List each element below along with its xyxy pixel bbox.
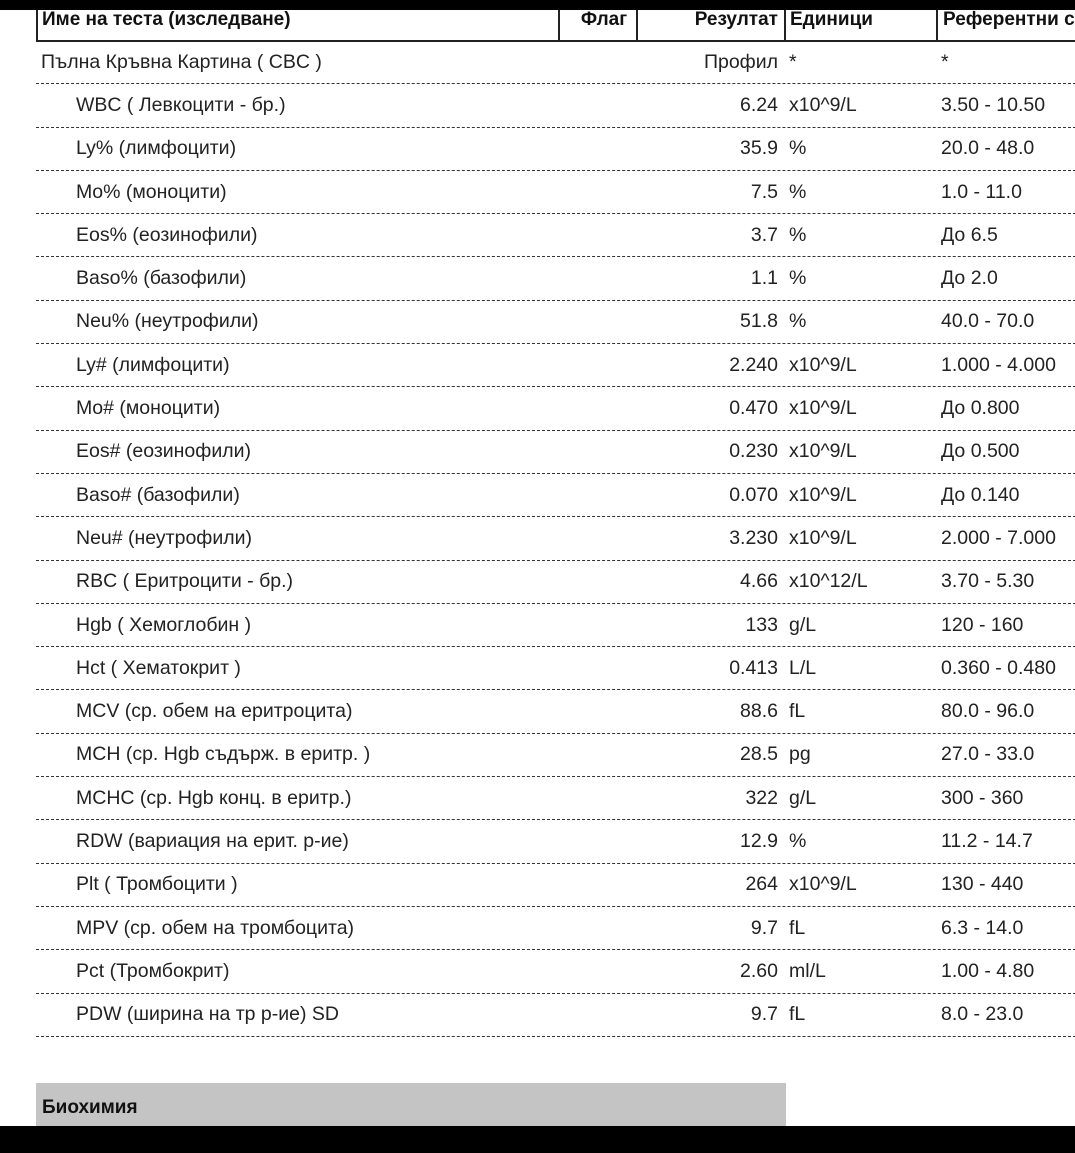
result-value: 0.230: [729, 440, 778, 463]
table-row: [36, 301, 1075, 344]
result-value: 51.8: [740, 310, 778, 333]
reference-range: До 0.140: [941, 483, 1020, 506]
test-name: Baso# (базофили): [76, 483, 240, 506]
test-name: RBC ( Еритроцити - бр.): [76, 570, 294, 593]
table-row: [36, 517, 1075, 560]
result-value: 133: [745, 613, 778, 636]
result-value: 9.7: [750, 916, 778, 939]
units: %: [789, 137, 807, 160]
reference-range: До 0.800: [941, 397, 1020, 420]
units: ml/L: [789, 959, 826, 982]
table-row: [36, 214, 1075, 257]
section-title: Биохимия: [42, 1097, 138, 1118]
test-name: Neu% (неутрофили): [76, 310, 259, 333]
test-name: MCHC (ср. Hgb конц. в еритр.): [76, 786, 352, 809]
profile-result: Профил: [703, 50, 778, 73]
header-test-name: Име на теста (изследване): [42, 10, 291, 30]
profile-name: Пълна Кръвна Картина ( CBC ): [41, 50, 322, 73]
reference-range: 2.000 - 7.000: [941, 526, 1056, 549]
units: g/L: [789, 613, 817, 636]
reference-range: 120 - 160: [941, 613, 1024, 636]
units: fL: [789, 916, 806, 939]
units: %: [789, 223, 807, 246]
test-name: Ly# (лимфоцити): [76, 353, 230, 376]
test-name: WBC ( Левкоцити - бр.): [76, 93, 286, 116]
table-row: [36, 647, 1075, 690]
reference-range: 6.3 - 14.0: [941, 916, 1024, 939]
units: fL: [789, 700, 806, 723]
result-value: 2.240: [729, 353, 778, 376]
reference-range: До 6.5: [941, 223, 998, 246]
units: x10^9/L: [789, 397, 857, 420]
units: x10^9/L: [789, 873, 857, 896]
profile-row: [36, 41, 1075, 84]
reference-range: 20.0 - 48.0: [941, 137, 1035, 160]
test-name: Eos% (еозинофили): [76, 223, 258, 246]
table-row: [36, 561, 1075, 604]
result-value: 0.413: [729, 656, 778, 679]
table-row: [36, 344, 1075, 387]
units: x10^9/L: [789, 353, 857, 376]
units: x10^9/L: [789, 483, 857, 506]
test-name: PDW (ширина на тр р-ие) SD: [76, 1003, 340, 1026]
result-value: 1.1: [750, 267, 778, 290]
header-result: Резултат: [636, 10, 784, 40]
result-value: 4.66: [740, 570, 778, 593]
reference-range: 40.0 - 70.0: [941, 310, 1035, 333]
table-row: [36, 907, 1075, 950]
header-reference: Референтни с: [936, 10, 1075, 40]
units: %: [789, 829, 807, 852]
header-units: Единици: [784, 10, 936, 40]
table-row: [36, 431, 1075, 474]
results-table-body: [36, 41, 1075, 1037]
table-row: [36, 257, 1075, 300]
header-flag: Флаг: [558, 10, 636, 40]
table-row: [36, 777, 1075, 820]
test-name: Hgb ( Хемоглобин ): [76, 613, 252, 636]
test-name: Hct ( Хематокрит ): [76, 656, 241, 679]
units: %: [789, 180, 807, 203]
test-name: Eos# (еозинофили): [76, 440, 251, 463]
units: g/L: [789, 786, 817, 809]
section-header-biochemistry: [36, 1083, 786, 1126]
test-name: RDW (вариация на ерит. р-ие): [76, 829, 349, 852]
table-row: [36, 734, 1075, 777]
reference-range: 0.360 - 0.480: [941, 656, 1056, 679]
table-row: [36, 820, 1075, 863]
reference-range: 3.70 - 5.30: [941, 570, 1035, 593]
result-value: 12.9: [740, 829, 778, 852]
units: x10^9/L: [789, 93, 857, 116]
reference-range: 80.0 - 96.0: [941, 700, 1035, 723]
result-value: 3.230: [729, 526, 778, 549]
table-row: [36, 387, 1075, 430]
test-name: Pct (Тромбокрит): [76, 959, 230, 982]
result-value: 9.7: [750, 1003, 778, 1026]
units: %: [789, 267, 807, 290]
reference-range: 11.2 - 14.7: [941, 829, 1033, 852]
result-value: 2.60: [740, 959, 778, 982]
reference-range: До 2.0: [941, 267, 998, 290]
units: fL: [789, 1003, 806, 1026]
table-row: [36, 128, 1075, 171]
table-row: [36, 84, 1075, 127]
result-value: 0.070: [729, 483, 778, 506]
table-row: [36, 690, 1075, 733]
test-name: Mo% (моноцити): [76, 180, 227, 203]
result-value: 3.7: [750, 223, 778, 246]
table-row: [36, 474, 1075, 517]
result-value: 88.6: [740, 700, 778, 723]
test-name: Baso% (базофили): [76, 267, 247, 290]
result-value: 28.5: [740, 743, 778, 766]
reference-range: 8.0 - 23.0: [941, 1003, 1024, 1026]
table-row: [36, 864, 1075, 907]
units: x10^12/L: [789, 570, 868, 593]
units: %: [789, 310, 807, 333]
test-name: Mo# (моноцити): [76, 397, 221, 420]
result-value: 35.9: [740, 137, 778, 160]
test-name: Neu# (неутрофили): [76, 526, 252, 549]
result-value: 264: [745, 873, 778, 896]
profile-units: *: [789, 50, 797, 73]
result-value: 322: [745, 786, 778, 809]
test-name: MCV (ср. обем на еритроцита): [76, 700, 353, 723]
table-row: [36, 950, 1075, 993]
reference-range: 3.50 - 10.50: [941, 93, 1046, 116]
table-row: [36, 171, 1075, 214]
test-name: Ly% (лимфоцити): [76, 137, 237, 160]
test-name: MCH (ср. Hgb съдърж. в еритр. ): [76, 743, 371, 766]
lab-results-page: [0, 10, 1075, 1126]
reference-range: 1.00 - 4.80: [941, 959, 1035, 982]
result-value: 7.5: [750, 180, 778, 203]
units: x10^9/L: [789, 526, 857, 549]
table-row: [36, 994, 1075, 1037]
units: x10^9/L: [789, 440, 857, 463]
reference-range: 1.000 - 4.000: [941, 353, 1056, 376]
result-value: 6.24: [740, 93, 778, 116]
reference-range: 300 - 360: [941, 786, 1024, 809]
table-row: [36, 604, 1075, 647]
reference-range: 130 - 440: [941, 873, 1024, 896]
reference-range: До 0.500: [941, 440, 1020, 463]
units: L/L: [789, 656, 817, 679]
reference-range: 1.0 - 11.0: [941, 180, 1022, 203]
table-header: [36, 10, 1075, 42]
reference-range: 27.0 - 33.0: [941, 743, 1035, 766]
test-name: MPV (ср. обем на тромбоцита): [76, 916, 355, 939]
result-value: 0.470: [729, 397, 778, 420]
test-name: Plt ( Тромбоцити ): [76, 873, 238, 896]
profile-reference: *: [941, 50, 949, 73]
units: pg: [789, 743, 811, 766]
